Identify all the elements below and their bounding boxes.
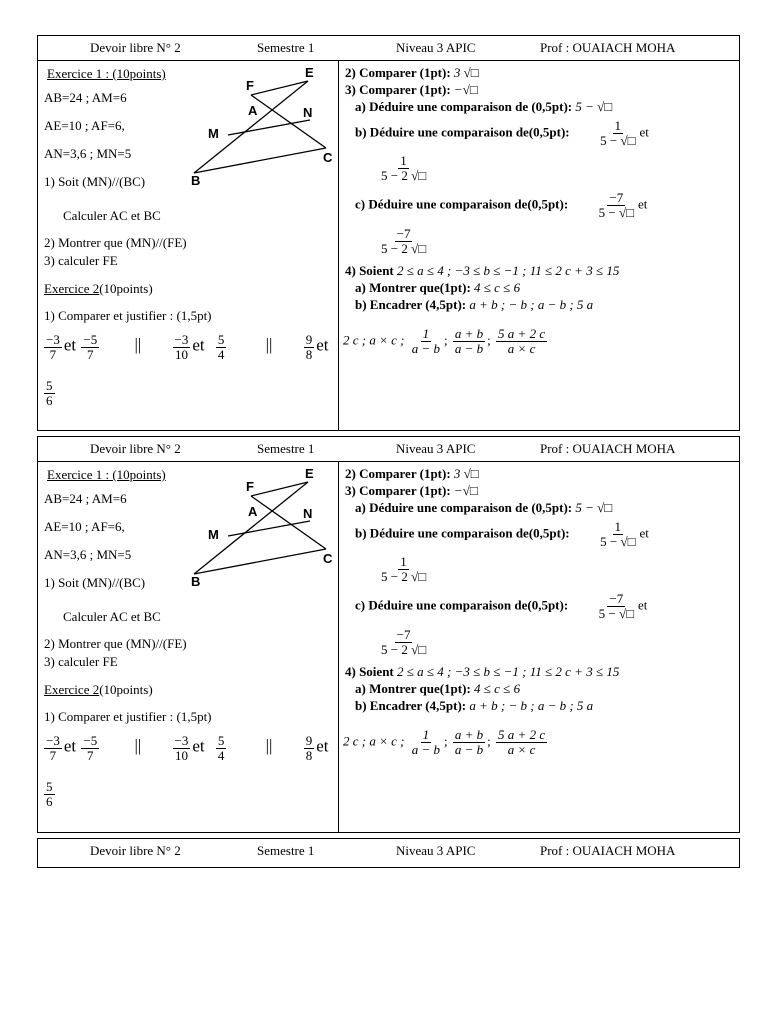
separator: || <box>265 736 273 756</box>
r-question-b: b) Déduire une comparaison de(0,5pt): $\frac{1}{5 - √□}$ et <box>355 519 649 549</box>
separator: || <box>265 335 273 355</box>
r-question-c: c) Déduire une comparaison de(0,5pt): $\frac{-7}{5 - √□}$ et <box>355 591 648 621</box>
geometry-figure <box>188 466 338 589</box>
given-line-3: AN=3,6 ; MN=5 <box>44 547 132 562</box>
separator: || <box>134 736 142 756</box>
fraction-c: $\frac{-3}{10}$ <box>174 733 189 763</box>
fraction-row: $\frac{-3}{7}$ et $\frac{-5}{7}$ || $\frac{-3}{10}$ et $\frac{5}{4}$ || $\frac{9}{8}$ et <box>46 332 329 362</box>
r-fraction-c2: $\frac{-7}{5 - 2 √□}$ <box>381 627 427 657</box>
label-M: M <box>208 527 219 542</box>
header-devoir: Devoir libre N° 2 <box>90 441 181 456</box>
question-2: 2) Montrer que (MN)//(FE) <box>44 636 187 651</box>
r-fraction-b2: $\frac{1}{5 - 2 √□}$ <box>381 153 427 183</box>
exercise-1-title: Exercice 1 : (10points) <box>47 467 166 482</box>
sheet-header <box>38 437 739 462</box>
r-question-c: c) Déduire une comparaison de(0,5pt): $\frac{-7}{5 - √□}$ et <box>355 190 648 220</box>
exercise-2-title: Exercice 2(10points) <box>44 682 153 697</box>
question-1: 1) Soit (MN)//(BC) <box>44 575 146 590</box>
fraction-row: $\frac{-3}{7}$ et $\frac{-5}{7}$ || $\frac{-3}{10}$ et $\frac{5}{4}$ || $\frac{9}{8}$ et <box>46 733 329 763</box>
header-niveau: Niveau 3 APIC <box>396 843 476 858</box>
label-F: F <box>246 78 254 93</box>
label-C: C <box>323 150 333 165</box>
sheet-header <box>38 36 739 61</box>
fraction-e: $\frac{9}{8}$ <box>305 332 313 362</box>
fraction-a: $\frac{-3}{7}$ <box>46 733 60 763</box>
geometry-figure <box>188 65 338 188</box>
header-semestre: Semestre 1 <box>257 843 315 858</box>
label-F: F <box>246 479 254 494</box>
right-column <box>339 61 739 431</box>
r-expressions: 2 c ; a × c ; $\frac{1}{a - b}$ ; $\frac{a + b}{a - b}$ ; $\frac{5 a + 2 c}{a \times c}$ <box>343 326 546 356</box>
r-question-4b: b) Encadrer (4,5pt): a + b ; − b ; a − b ; 5 a <box>355 297 594 312</box>
r-question-4b: b) Encadrer (4,5pt): a + b ; − b ; a − b ; 5 a <box>355 698 594 713</box>
left-column <box>38 462 339 833</box>
label-C: C <box>323 551 333 566</box>
r-fraction-b2: $\frac{1}{5 - 2 √□}$ <box>381 554 427 584</box>
header-niveau: Niveau 3 APIC <box>396 40 476 55</box>
r-expressions: 2 c ; a × c ; $\frac{1}{a - b}$ ; $\frac{a + b}{a - b}$ ; $\frac{5 a + 2 c}{a \times c}$ <box>343 727 546 757</box>
fraction-f: $\frac{5}{6}$ <box>46 779 53 809</box>
exercise-2-q1: 1) Comparer et justifier : (1,5pt) <box>44 709 212 724</box>
given-line-1: AB=24 ; AM=6 <box>44 90 127 105</box>
left-column <box>38 61 339 431</box>
label-B: B <box>191 574 201 589</box>
given-line-2: AE=10 ; AF=6, <box>44 519 125 534</box>
given-line-1: AB=24 ; AM=6 <box>44 491 127 506</box>
header-prof: Prof : OUAIACH MOHA <box>540 441 676 456</box>
fraction-d: $\frac{5}{4}$ <box>217 733 225 763</box>
question-2: 2) Montrer que (MN)//(FE) <box>44 235 187 250</box>
r-question-a: a) Déduire une comparaison de (0,5pt): 5 − √□ <box>355 500 613 515</box>
header-prof: Prof : OUAIACH MOHA <box>540 843 676 858</box>
exercise-1-title: Exercice 1 : (10points) <box>47 66 166 81</box>
label-E: E <box>305 466 314 481</box>
fraction-a: $\frac{-3}{7}$ <box>46 332 60 362</box>
fraction-b: $\frac{-5}{7}$ <box>83 733 98 763</box>
fraction-b: $\frac{-5}{7}$ <box>83 332 98 362</box>
header-semestre: Semestre 1 <box>257 40 315 55</box>
label-E: E <box>305 65 314 80</box>
exercise-2-title: Exercice 2(10points) <box>44 281 153 296</box>
r-question-4: 4) Soient 2 ≤ a ≤ 4 ; −3 ≤ b ≤ −1 ; 11 ≤ 2 c + 3 ≤ 15 <box>345 664 620 679</box>
right-column <box>339 462 739 833</box>
r-fraction-c2: $\frac{-7}{5 - 2 √□}$ <box>381 226 427 256</box>
exam-sheet-1 <box>37 35 740 431</box>
separator: || <box>134 335 142 355</box>
fraction-f-row <box>42 780 57 809</box>
label-B: B <box>191 173 201 188</box>
r-question-3: 3) Comparer (1pt): −√□ <box>345 483 478 498</box>
sheet-header <box>38 839 739 867</box>
header-devoir: Devoir libre N° 2 <box>90 843 181 858</box>
label-M: M <box>208 126 219 141</box>
header-niveau: Niveau 3 APIC <box>396 441 476 456</box>
fraction-f-row <box>42 379 57 408</box>
fraction-e: $\frac{9}{8}$ <box>305 733 313 763</box>
exam-sheet-2 <box>37 436 740 833</box>
question-1b: Calculer AC et BC <box>63 208 161 223</box>
fraction-c: $\frac{-3}{10}$ <box>174 332 189 362</box>
r-question-b: b) Déduire une comparaison de(0,5pt): $\frac{1}{5 - √□}$ et <box>355 118 649 148</box>
r-question-2: 2) Comparer (1pt): 3 √□ <box>345 65 479 80</box>
label-A: A <box>248 103 258 118</box>
question-3: 3) calculer FE <box>44 654 118 669</box>
fraction-d: $\frac{5}{4}$ <box>217 332 225 362</box>
given-line-3: AN=3,6 ; MN=5 <box>44 146 132 161</box>
label-A: A <box>248 504 258 519</box>
label-N: N <box>303 105 313 120</box>
r-question-3: 3) Comparer (1pt): −√□ <box>345 82 478 97</box>
question-1: 1) Soit (MN)//(BC) <box>44 174 146 189</box>
exercise-2-q1: 1) Comparer et justifier : (1,5pt) <box>44 308 212 323</box>
r-question-4: 4) Soient 2 ≤ a ≤ 4 ; −3 ≤ b ≤ −1 ; 11 ≤ 2 c + 3 ≤ 15 <box>345 263 620 278</box>
given-line-2: AE=10 ; AF=6, <box>44 118 125 133</box>
fraction-f: $\frac{5}{6}$ <box>46 378 53 408</box>
exam-sheet-3 <box>37 838 740 868</box>
header-semestre: Semestre 1 <box>257 441 315 456</box>
r-question-4a: a) Montrer que(1pt): 4 ≤ c ≤ 6 <box>355 280 521 295</box>
r-question-a: a) Déduire une comparaison de (0,5pt): 5 − √□ <box>355 99 613 114</box>
label-N: N <box>303 506 313 521</box>
r-question-2: 2) Comparer (1pt): 3 √□ <box>345 466 479 481</box>
question-3: 3) calculer FE <box>44 253 118 268</box>
header-devoir: Devoir libre N° 2 <box>90 40 181 55</box>
header-prof: Prof : OUAIACH MOHA <box>540 40 676 55</box>
r-question-4a: a) Montrer que(1pt): 4 ≤ c ≤ 6 <box>355 681 521 696</box>
question-1b: Calculer AC et BC <box>63 609 161 624</box>
